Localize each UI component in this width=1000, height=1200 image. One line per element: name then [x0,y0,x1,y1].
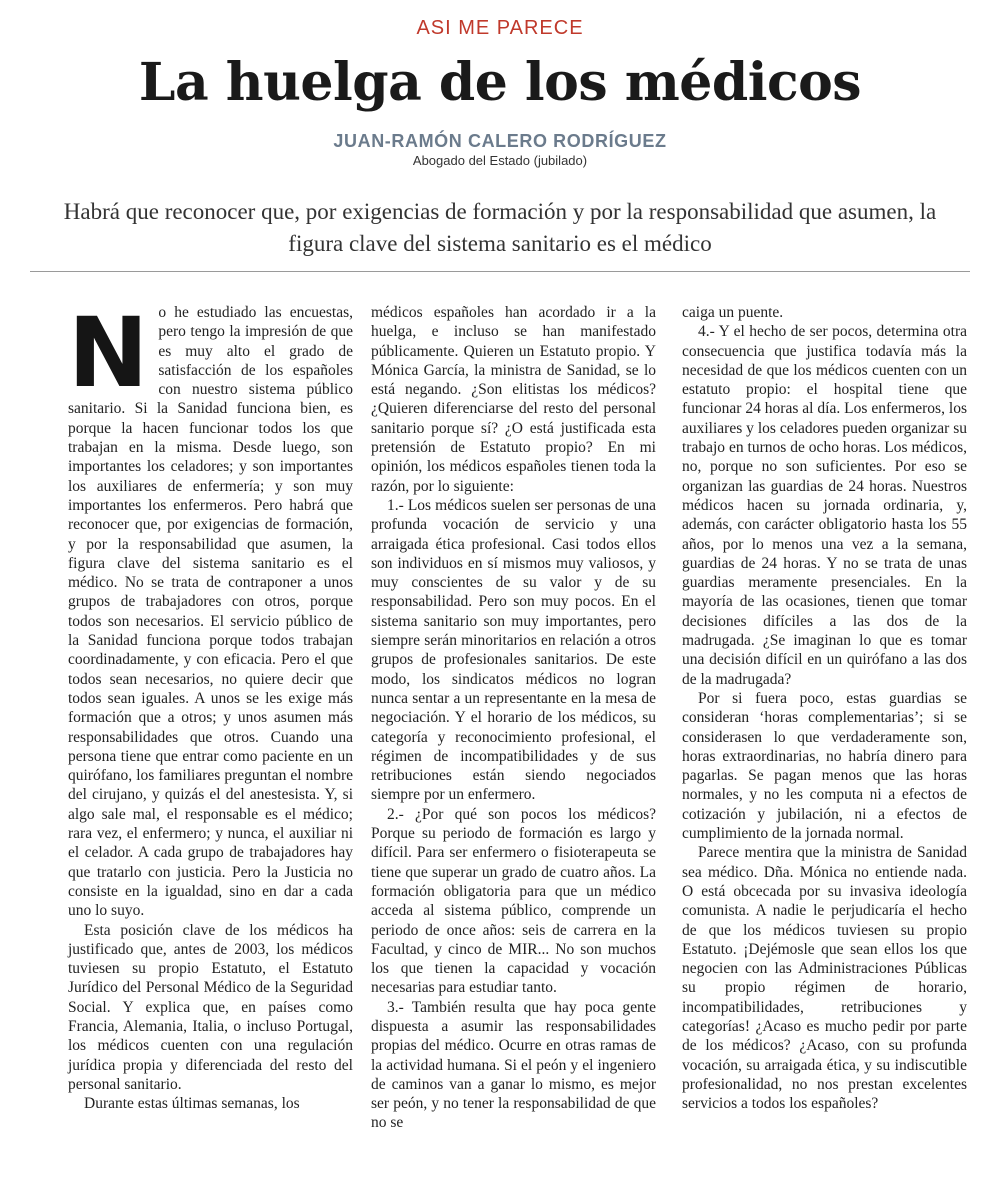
paragraph: Por si fuera poco, estas guardias se consideran ‘horas complementarias’; si se considerasen lo que verdaderamente son, horas extraordinarias, no habría dinero para pagarlas. Se pagan menos que las horas normales, y no les computa ni a efectos de cotización y jubilación, ni a efectos de cumplimiento de la jornada normal. [682,689,967,843]
drop-cap: N [68,297,149,409]
article-column-1 [68,297,353,1113]
section-label: ASI ME PARECE [416,17,584,39]
lead-summary: Habrá que reconocer que, por exigencias de formación y por la responsabilidad que asumen, la figura clave del sistema sanitario es el médico [63,199,937,256]
paragraph: 3.- También resulta que hay poca gente dispuesta a asumir las responsabilidades propias del médico. Ocurre en otras ramas de la actividad humana. Si el peón y el ingeniero de caminos van a ganar lo mismo, es mejor ser peón, y no tener la responsabilidad de que no se [371,998,656,1132]
paragraph: o he estudiado las encuestas, pero tengo la impresión de que es muy alto el grado de satisfacción de los españoles con nuestro sistema público sanitario. Si la Sanidad funciona bien, es porque la hacen funcionar todos los que trabajan en la misma. Desde luego, son importantes los celadores; y son importantes los auxiliares de enfermería; y son muy importantes los enfermeros. Pero habrá que reconocer que, por exigencias de formación, y por la responsabilidad que asumen, la figura clave del sistema sanitario es el médico. No se trata de contraponer a unos grupos de trabajadores con otros, porque todos son necesarios. El servicio público de la Sanidad funciona porque todos trabajan coordinadamente, y con eficacia. Pero el que todos sean necesarios, no quiere decir que todos sean iguales. A unos se les exige más formación que a otros; y unos asumen más responsabilidades que otros. Cuando una persona tiene que entrar como paciente en un quirófano, los familiares preguntan el nombre del cirujano, y quizás el del anestesista. Y, si algo sale mal, el responsable es el médico; rara vez, el enfermero; y nunca, el auxiliar ni el celador. A cada grupo de trabajadores hay que tratarlo con justicia. Pero la Justicia no consiste en la igualdad, sino en dar a cada uno lo suyo. [68,304,353,920]
headline: La huelga de los médicos [138,52,862,113]
paragraph: Durante estas últimas semanas, los [84,1095,300,1113]
article-column-2 [371,303,656,1133]
paragraph: 1.- Los médicos suelen ser personas de una profunda vocación de servicio y una arraigada ética profesional. Casi todos ellos son individuos en sí mismos muy valiosos, y muy conscientes de su valor y de su responsabilidad. Pero son muy pocos. En el sistema sanitario son muy importantes, pero siempre serán minoritarios en relación a otros grupos de profesionales sanitarios. De este modo, los sindicatos médicos no logran nunca sentar a un representante en la mesa de negociación. Y el horario de los médicos, su categoría y reconocimiento profesional, el régimen de incompatibilidades y de sus retribuciones están siendo negociados siempre por un enfermero. [371,496,656,804]
paragraph: médicos españoles han acordado ir a la huelga, e incluso se han manifestado públicamente. Quieren un Estatuto propio. Y Mónica García, la ministra de Sanidad, se lo está negando. ¿Son elitistas los médicos? ¿Quieren diferenciarse del resto del personal sanitario porque sí? ¿O está justificada esta pretensión de Estatuto propio? En mi opinión, los médicos españoles tienen toda la razón, por lo siguiente: [371,304,656,495]
divider-rule [30,271,970,272]
author-role: Abogado del Estado (jubilado) [412,153,588,168]
paragraph: caiga un puente. [682,304,784,321]
article-column-3 [682,303,967,1113]
paragraph: 4.- Y el hecho de ser pocos, determina otra consecuencia que justifica todavía más la necesidad de que los médicos cuenten con un estatuto propio: el hospital tiene que funcionar 24 horas al día. Los enfermeros, los auxiliares y los celadores pueden organizar su trabajo en turnos de ocho horas. Los médicos, no, porque no son suficientes. Por eso se organizan las guardias de 24 horas. Nuestros médicos hacen su jornada ordinaria, y, además, con carácter obligatorio hasta los 55 años, por lo menos una vez a la semana, guardias de 24 horas. Y no se trata de unas guardias meramente presenciales. En la mayoría de las ocasiones, tienen que tomar decisiones difíciles a las dos de la madrugada. ¿Se imaginan lo que es tomar una decisión difícil en un quirófano a las dos de la madrugada? [682,323,967,688]
author-name: JUAN-RAMÓN CALERO RODRÍGUEZ [333,131,667,151]
paragraph: Parece mentira que la ministra de Sanidad sea médico. Dña. Mónica no entiende nada. O está obcecada por su invasiva ideología comunista. A nadie le perjudicaría el hecho de que los médicos tuviesen su propio Estatuto. ¡Dejémosle que sean ellos los que negocien con las Administraciones Públicas su propio régimen de horario, incompatibilidades, retribuciones y categorías! ¿Acaso es mucho pedir por parte de los médicos? ¿Acaso, con su profunda vocación, su arraigada ética, y su indiscutible profesionalidad, no nos prestan excelentes servicios a todos los españoles? [682,844,967,1113]
paragraph: 2.- ¿Por qué son pocos los médicos? Porque su periodo de formación es largo y difícil. Para ser enfermero o fisioterapeuta se tiene que superar un grado de cuatro años. La formación obligatoria para que un médico acceda al sistema público, comprende un periodo de once años: seis de carrera en la Facultad, y cinco de MIR... No son muchos los que tienen la capacidad y vocación necesarias para estudiar tanto. [371,805,656,997]
paragraph: Esta posición clave de los médicos ha justificado que, antes de 2003, los médicos tuviesen su propio Estatuto, el Estatuto Jurídico del Personal Médico de la Seguridad Social. Y explica que, en países como Francia, Alemania, Italia, o incluso Portugal, los médicos cuenten con una regulación jurídica propia y diferenciada del resto del personal sanitario. [68,921,353,1093]
